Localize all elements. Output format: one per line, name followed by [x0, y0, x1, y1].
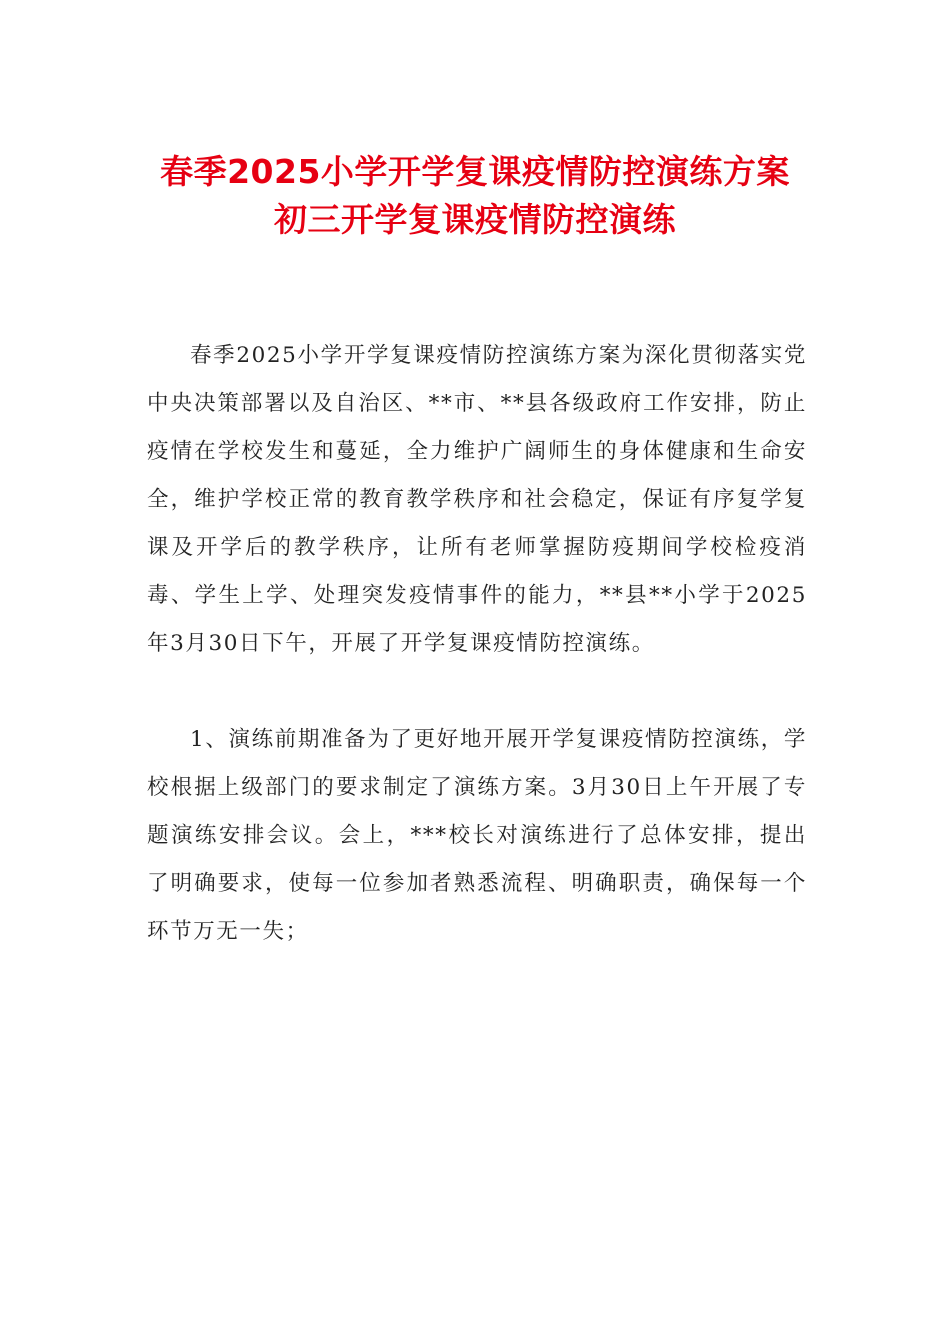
document-title-line-1: 春季2025小学开学复课疫情防控演练方案: [160, 152, 790, 191]
document-title-line-2: 初三开学复课疫情防控演练: [274, 200, 676, 239]
paragraph-intro: 春季2025小学开学复课疫情防控演练方案为深化贯彻落实党中央决策部署以及自治区、**市、**县各级政府工作安排，防止疫情在学校发生和蔓延，全力维护广阔师生的身体健康和生命安全，维护学校正常的教育教学秩序和社会稳定，保证有序复学复课及开学后的教学秩序，让所有老师掌握防疫期间学校检疫消毒、学生上学、处理突发疫情事件的能力，**县**小学于2025年3月30日下午，开展了开学复课疫情防控演练。: [147, 343, 807, 656]
document-body: [147, 332, 807, 956]
paragraph-preparation: 1、演练前期准备为了更好地开展开学复课疫情防控演练，学校根据上级部门的要求制定了演练方案。3月30日上午开展了专题演练安排会议。会上，***校长对演练进行了总体安排，提出了明确要求，使每一位参加者熟悉流程、明确职责，确保每一个环节万无一失；: [147, 727, 807, 944]
